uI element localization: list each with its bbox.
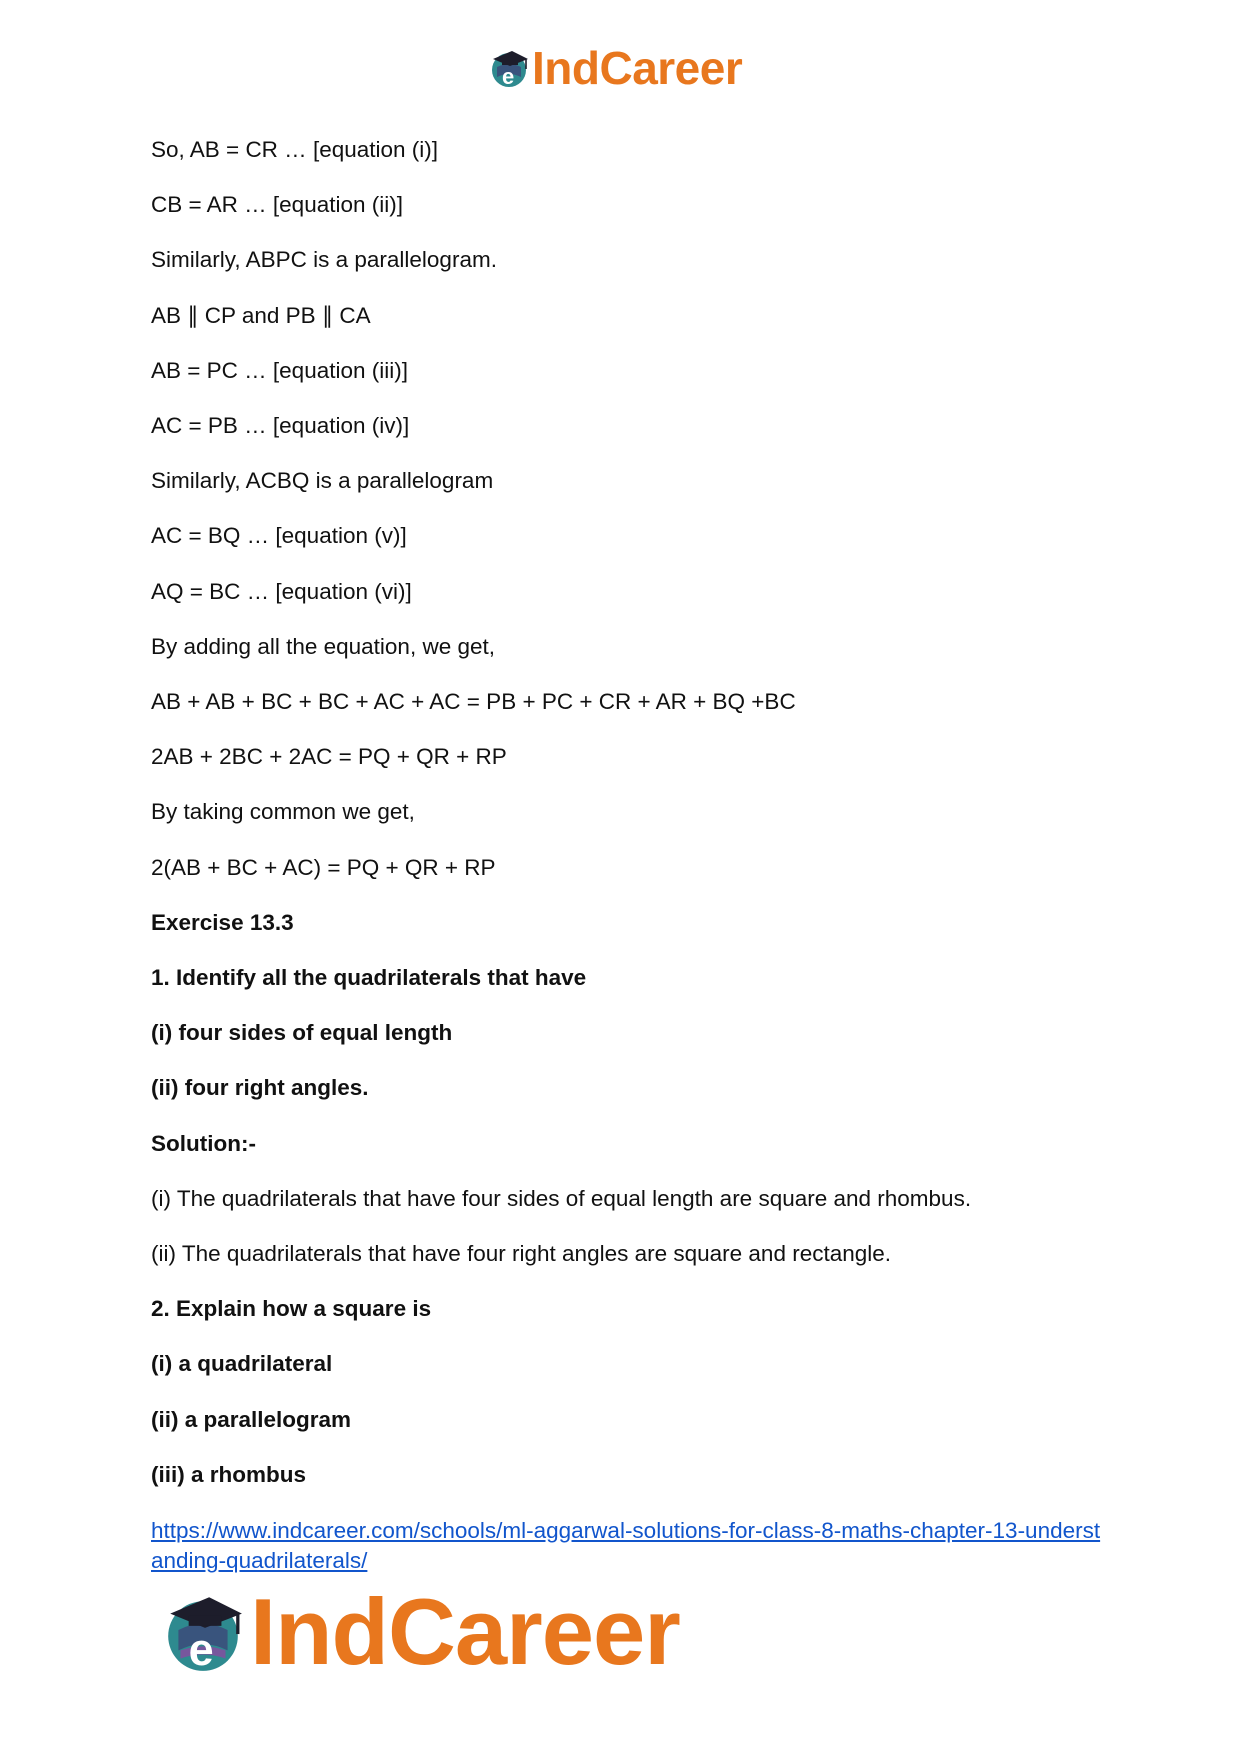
heading-line: 1. Identify all the quadrilaterals that have <box>151 965 587 990</box>
text-line: (ii) The quadrilaterals that have four right angles are square and rectangle. <box>151 1241 892 1266</box>
heading-line: (ii) a parallelogram <box>151 1406 352 1432</box>
text-line: By taking common we get, <box>151 799 415 825</box>
header-logo <box>488 42 742 94</box>
heading-line: (ii) four right angles. <box>151 1075 369 1101</box>
svg-text:e: e <box>188 1623 214 1675</box>
heading-line: (iii) a rhombus <box>151 1461 307 1487</box>
text-line: 2AB + 2BC + 2AC = PQ + QR + RP <box>151 744 507 770</box>
text-line: AQ = BC … [equation (vi)] <box>151 578 412 604</box>
heading-line: 2. Explain how a square is <box>151 1296 432 1322</box>
heading-line: (i) four sides of equal length <box>151 1020 453 1046</box>
globe-graduation-cap-icon <box>160 1589 246 1675</box>
footer-logo <box>160 1579 680 1684</box>
heading-line: (i) a quadrilateral <box>151 1351 333 1377</box>
text-line: So, AB = CR … [equation (i)] <box>151 137 439 162</box>
text-line: AB + AB + BC + BC + AC + AC = PB + PC + CR + AR + BQ +BC <box>151 689 796 714</box>
text-line: (i) The quadrilaterals that have four sides of equal length are square and rhombus. <box>151 1185 972 1211</box>
text-line: AB ∥ CP and PB ∥ CA <box>151 302 371 328</box>
heading-line: Solution:- <box>151 1130 256 1156</box>
text-line: 2(AB + BC + AC) = PQ + QR + RP <box>151 854 496 880</box>
text-line: Similarly, ACBQ is a parallelogram <box>151 468 494 494</box>
svg-text:e: e <box>502 64 515 89</box>
text-line: AC = PB … [equation (iv)] <box>151 413 410 438</box>
logo-wordmark: IndCareer <box>532 42 743 94</box>
logo-wordmark: IndCareer <box>250 1579 680 1684</box>
source-link[interactable]: https://www.indcareer.com/schools/ml-aggarwal-solutions-for-class-8-maths-chapter-13-understanding-quadrilaterals/ <box>151 1518 1101 1573</box>
text-line: AC = BQ … [equation (v)] <box>151 523 407 549</box>
text-line: CB = AR … [equation (ii)] <box>151 192 403 218</box>
text-line: By adding all the equation, we get, <box>151 633 495 659</box>
text-line: Similarly, ABPC is a parallelogram. <box>151 247 497 273</box>
globe-graduation-cap-icon <box>488 47 530 89</box>
heading-line: Exercise 13.3 <box>151 909 294 935</box>
text-line: AB = PC … [equation (iii)] <box>151 357 408 383</box>
